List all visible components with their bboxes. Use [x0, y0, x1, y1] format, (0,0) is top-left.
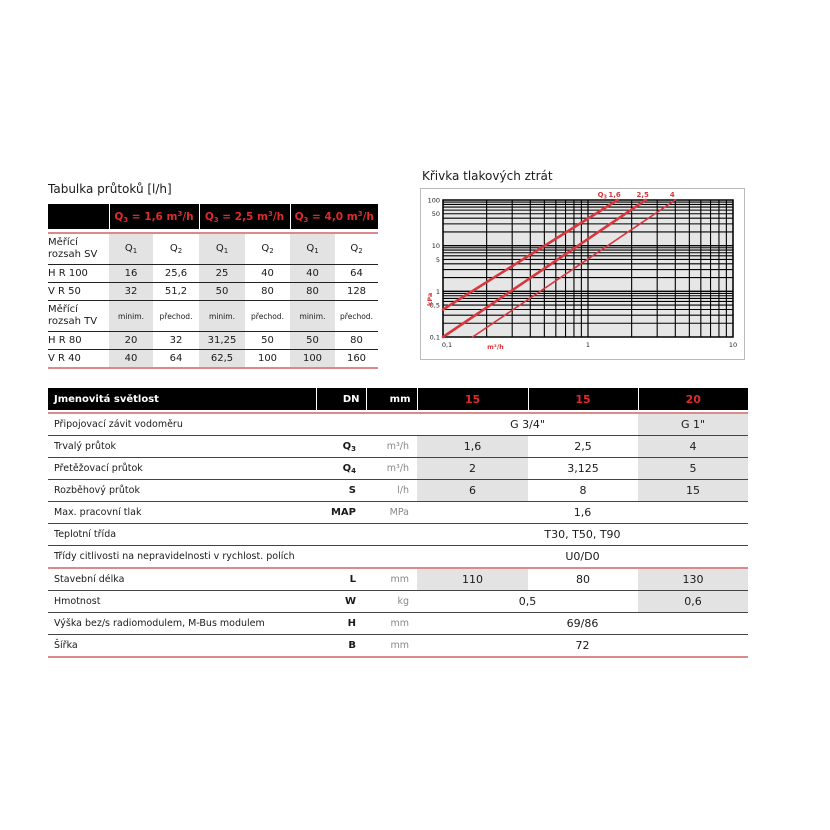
y-tick-label: 0,1: [429, 333, 440, 342]
row-label: Měřící rozsah TV: [48, 301, 109, 332]
y-axis-label: kPa: [426, 292, 434, 306]
spec-row-unit: kg: [366, 591, 417, 613]
flow-table-title: Tabulka průtoků [l/h]: [48, 182, 172, 196]
spec-row-symbol: B: [316, 635, 366, 658]
header-q3-1-6: $Q_3 = 1,6$ $m^3/h$: [109, 204, 199, 229]
y-tick-label: 5: [435, 255, 440, 264]
spec-row-name: Max. pracovní tlak: [48, 502, 316, 524]
spec-row-name: Připojovací závit vodoměru: [48, 413, 316, 436]
flow-cell: 80: [245, 283, 290, 301]
specification-table: [48, 388, 748, 658]
x-axis-label: m³/h: [487, 343, 504, 351]
row-label: Měřící rozsah SV: [48, 233, 109, 265]
spec-value: G 3/4": [417, 413, 638, 436]
flow-table-header: [48, 204, 378, 229]
spec-row-unit: [366, 524, 417, 546]
spec-row: [48, 436, 748, 458]
flow-cell: přechod.: [335, 301, 378, 332]
flow-cell: $Q_1$: [290, 233, 335, 265]
spec-value: U0/D0: [417, 546, 748, 569]
flow-cell: 64: [153, 350, 199, 369]
spec-row-name: Rozběhový průtok: [48, 480, 316, 502]
header-symbol: DN: [316, 388, 366, 410]
x-tick-label: 0,1: [441, 341, 453, 349]
spec-row-unit: m³/h: [366, 436, 417, 458]
flow-cell: 80: [290, 283, 335, 301]
spec-row-name: Teplotní třída: [48, 524, 316, 546]
spec-value: 110: [417, 568, 528, 591]
spec-row: [48, 546, 748, 569]
spec-row-unit: [366, 413, 417, 436]
flow-table-row: [48, 332, 378, 350]
flow-cell: 50: [199, 283, 245, 301]
y-tick-label: 10: [431, 242, 440, 251]
spec-row: [48, 613, 748, 635]
header-dn-1: 15: [417, 388, 528, 410]
spec-value: 2,5: [528, 436, 638, 458]
flow-cell: $Q_2$: [153, 233, 199, 265]
legend-prefix-sub: 3: [603, 194, 608, 201]
spec-value: 130: [638, 568, 748, 591]
spec-value: 0,6: [638, 591, 748, 613]
flow-cell: 62,5: [199, 350, 245, 369]
spec-row-unit: mm: [366, 635, 417, 658]
chart-title: Křivka tlakových ztrát: [422, 169, 553, 183]
flow-cell: 64: [335, 265, 378, 283]
header-dn-3: 20: [638, 388, 748, 410]
flow-cell: minim.: [290, 301, 335, 332]
y-tick-label: 0,5: [429, 301, 440, 310]
spec-value: T30, T50, T90: [417, 524, 748, 546]
spec-row: [48, 524, 748, 546]
flow-cell: 80: [335, 332, 378, 350]
spec-row-name: Přetěžovací průtok: [48, 458, 316, 480]
spec-value: 6: [417, 480, 528, 502]
spec-value: 4: [638, 436, 748, 458]
spec-value: 72: [417, 635, 748, 658]
header-q3-4-0: $Q_3 = 4,0$ $m^3/h$: [290, 204, 378, 229]
x-tick-label: 10: [728, 341, 738, 349]
spec-row-symbol: S: [316, 480, 366, 502]
header-blank: [48, 204, 109, 229]
flow-cell: $Q_2$: [245, 233, 290, 265]
header-dn-2: 15: [528, 388, 638, 410]
spec-value: 8: [528, 480, 638, 502]
spec-value: 3,125: [528, 458, 638, 480]
spec-value: 1,6: [417, 502, 748, 524]
flow-cell: 32: [153, 332, 199, 350]
legend-prefix: $Q_3$: [597, 191, 608, 201]
spec-row-unit: mm: [366, 568, 417, 591]
flow-cell: 51,2: [153, 283, 199, 301]
flow-cell: 40: [245, 265, 290, 283]
flow-cell: $Q_1$: [109, 233, 153, 265]
spec-value: 0,5: [417, 591, 638, 613]
flow-cell: 100: [290, 350, 335, 369]
flow-table-row: [48, 350, 378, 369]
spec-row: [48, 413, 748, 436]
flow-cell: 40: [290, 265, 335, 283]
flow-cell: 40: [109, 350, 153, 369]
spec-row-unit: [366, 546, 417, 569]
flow-cell: 32: [109, 283, 153, 301]
spec-row-symbol: L: [316, 568, 366, 591]
spec-row: [48, 480, 748, 502]
spec-value: G 1": [638, 413, 748, 436]
spec-row-name: Šířka: [48, 635, 316, 658]
y-tick-label: 100: [427, 196, 440, 205]
flow-table-row: [48, 301, 378, 332]
spec-value: 1,6: [417, 436, 528, 458]
header-q3-2-5: $Q_3 = 2,5$ $m^3/h$: [199, 204, 290, 229]
row-label: H R 100: [48, 265, 109, 283]
spec-row: [48, 568, 748, 591]
flow-rate-table: [48, 204, 378, 369]
spec-row-unit: m³/h: [366, 458, 417, 480]
flow-table-row: [48, 233, 378, 265]
header-unit: mm: [366, 388, 417, 410]
header-nominal-size: Jmenovitá světlost: [48, 388, 316, 410]
spec-row-unit: MPa: [366, 502, 417, 524]
flow-table-row: [48, 283, 378, 301]
flow-cell: 31,25: [199, 332, 245, 350]
series-label: 4: [669, 191, 675, 199]
spec-row-symbol: [316, 546, 366, 569]
spec-row-name: Výška bez/s radiomodulem, M-Bus modulem: [48, 613, 316, 635]
spec-row: [48, 458, 748, 480]
row-label: V R 40: [48, 350, 109, 369]
spec-row-symbol: $Q_4$: [316, 458, 366, 480]
flow-cell: 25,6: [153, 265, 199, 283]
series-label: 2,5: [636, 191, 649, 199]
spec-row-name: Třídy citlivosti na nepravidelnosti v rychlost. polích: [48, 546, 316, 569]
spec-row-name: Stavební délka: [48, 568, 316, 591]
flow-cell: 100: [245, 350, 290, 369]
spec-row: [48, 502, 748, 524]
y-tick-label: 50: [431, 210, 440, 219]
spec-row: [48, 635, 748, 658]
y-tick-label: 1: [435, 287, 440, 296]
spec-value: 15: [638, 480, 748, 502]
flow-cell: 50: [245, 332, 290, 350]
flow-table-row: [48, 265, 378, 283]
spec-header: [48, 388, 748, 410]
spec-row: [48, 591, 748, 613]
spec-row-symbol: H: [316, 613, 366, 635]
flow-cell: minim.: [199, 301, 245, 332]
spec-row-symbol: W: [316, 591, 366, 613]
flow-cell: přechod.: [245, 301, 290, 332]
spec-row-name: Trvalý průtok: [48, 436, 316, 458]
spec-value: 2: [417, 458, 528, 480]
pressure-loss-chart: [420, 188, 745, 360]
spec-row-symbol: MAP: [316, 502, 366, 524]
row-label: H R 80: [48, 332, 109, 350]
flow-cell: 16: [109, 265, 153, 283]
spec-row-symbol: [316, 413, 366, 436]
spec-row-unit: mm: [366, 613, 417, 635]
spec-row-symbol: [316, 524, 366, 546]
flow-cell: minim.: [109, 301, 153, 332]
spec-value: 80: [528, 568, 638, 591]
flow-cell: přechod.: [153, 301, 199, 332]
spec-row-unit: l/h: [366, 480, 417, 502]
spec-value: 5: [638, 458, 748, 480]
spec-value: 69/86: [417, 613, 748, 635]
flow-cell: 20: [109, 332, 153, 350]
series-label: 1,6: [608, 191, 621, 199]
flow-cell: 128: [335, 283, 378, 301]
row-label: V R 50: [48, 283, 109, 301]
flow-cell: 50: [290, 332, 335, 350]
x-tick-label: 1: [585, 341, 591, 349]
flow-cell: $Q_2$: [335, 233, 378, 265]
spec-row-name: Hmotnost: [48, 591, 316, 613]
flow-cell: 160: [335, 350, 378, 369]
spec-row-symbol: $Q_3$: [316, 436, 366, 458]
flow-cell: $Q_1$: [199, 233, 245, 265]
flow-cell: 25: [199, 265, 245, 283]
